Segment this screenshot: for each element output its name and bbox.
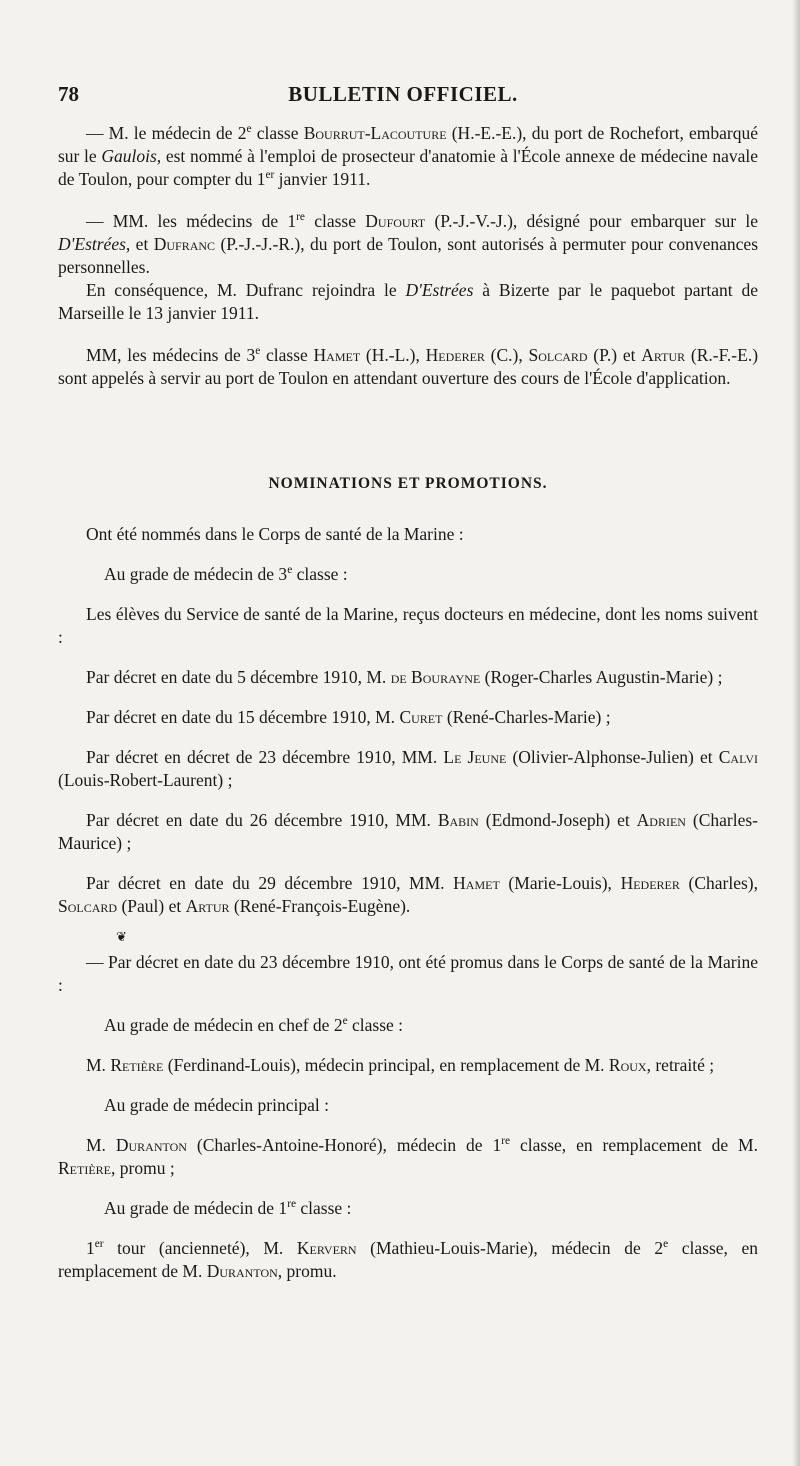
decree-29-decembre: Par décret en date du 29 décembre 1910, MM. Hamet (Marie-Louis), Hederer (Charles), Solcard (Paul) et Artur (René-François-Eugène). <box>58 873 758 916</box>
page-header <box>58 82 748 112</box>
grade-heading-1re-classe: Au grade de médecin de 1re classe : <box>104 1198 352 1218</box>
promotion-duranton: M. Duranton (Charles-Antoine-Honoré), médecin de 1re classe, en remplacement de M. Retière, promu ; <box>58 1135 758 1178</box>
grade-heading-chef-2e-classe: Au grade de médecin en chef de 2e classe : <box>104 1015 404 1035</box>
page-number: 78 <box>58 82 79 106</box>
paragraph-appeles: MM, les médecins de 3e classe Hamet (H.-L.), Hederer (C.), Solcard (P.) et Artur (R.-F.-E.) sont appelés à servir au port de Toulon en attendant ouverture des cours de l'École d'application. <box>58 345 759 388</box>
section-heading: NOMINATIONS ET PROMOTIONS. <box>268 475 548 492</box>
running-title: BULLETIN OFFICIEL. <box>288 82 518 106</box>
paragraph-ont-ete-nommes: Ont été nommés dans le Corps de santé de la Marine : <box>86 524 464 544</box>
paragraph-permutation: — MM. les médecins de 1re classe Dufourt (P.-J.-V.-J.), désigné pour embarquer sur le D'Estrées, et Dufranc (P.-J.-J.-R.), du port de Toulon, sont autorisés à permuter pour convenances personnelles. <box>58 211 758 277</box>
paragraph-prosecteur: — M. le médecin de 2e classe Bourrut-Lacouture (H.-E.-E.), du port de Rochefort, embarqué sur le Gaulois, est nommé à l'emploi de prosecteur d'anatomie à l'École annexe de médecine navale de Toulon, pour compter du 1er janvier 1911. <box>58 123 758 189</box>
grade-heading-principal: Au grade de médecin principal : <box>104 1095 329 1115</box>
body-text <box>58 122 758 1283</box>
paragraph-consequence: En conséquence, M. Dufranc rejoindra le D'Estrées à Bizerte par le paquebot partant de Marseille le 13 janvier 1911. <box>58 280 758 323</box>
promotion-retiere: M. Retière (Ferdinand-Louis), médecin principal, en remplacement de M. Roux, retraité ; <box>86 1055 715 1075</box>
paragraph-promus: — Par décret en date du 23 décembre 1910, ont été promus dans le Corps de santé de la Marine : <box>58 952 758 995</box>
decree-26-decembre: Par décret en date du 26 décembre 1910, MM. Babin (Edmond-Joseph) et Adrien (Charles-Maurice) ; <box>58 810 758 853</box>
ornament-icon: ❦ <box>116 929 127 944</box>
decree-5-decembre: Par décret en date du 5 décembre 1910, M. de Bourayne (Roger-Charles Augustin-Marie) ; <box>86 667 723 687</box>
decree-23-decembre: Par décret en décret de 23 décembre 1910, MM. Le Jeune (Olivier-Alphonse-Julien) et Calvi (Louis-Robert-Laurent) ; <box>58 747 758 790</box>
page-edge-shadow <box>792 0 800 1466</box>
grade-heading-3e-classe: Au grade de médecin de 3e classe : <box>104 564 348 584</box>
paragraph-eleves: Les élèves du Service de santé de la Marine, reçus docteurs en médecine, dont les noms suivent : <box>58 604 758 647</box>
promotion-kervern: 1er tour (ancienneté), M. Kervern (Mathieu-Louis-Marie), médecin de 2e classe, en remplacement de M. Duranton, promu. <box>58 1238 758 1281</box>
decree-15-decembre: Par décret en date du 15 décembre 1910, M. Curet (René-Charles-Marie) ; <box>86 707 611 727</box>
